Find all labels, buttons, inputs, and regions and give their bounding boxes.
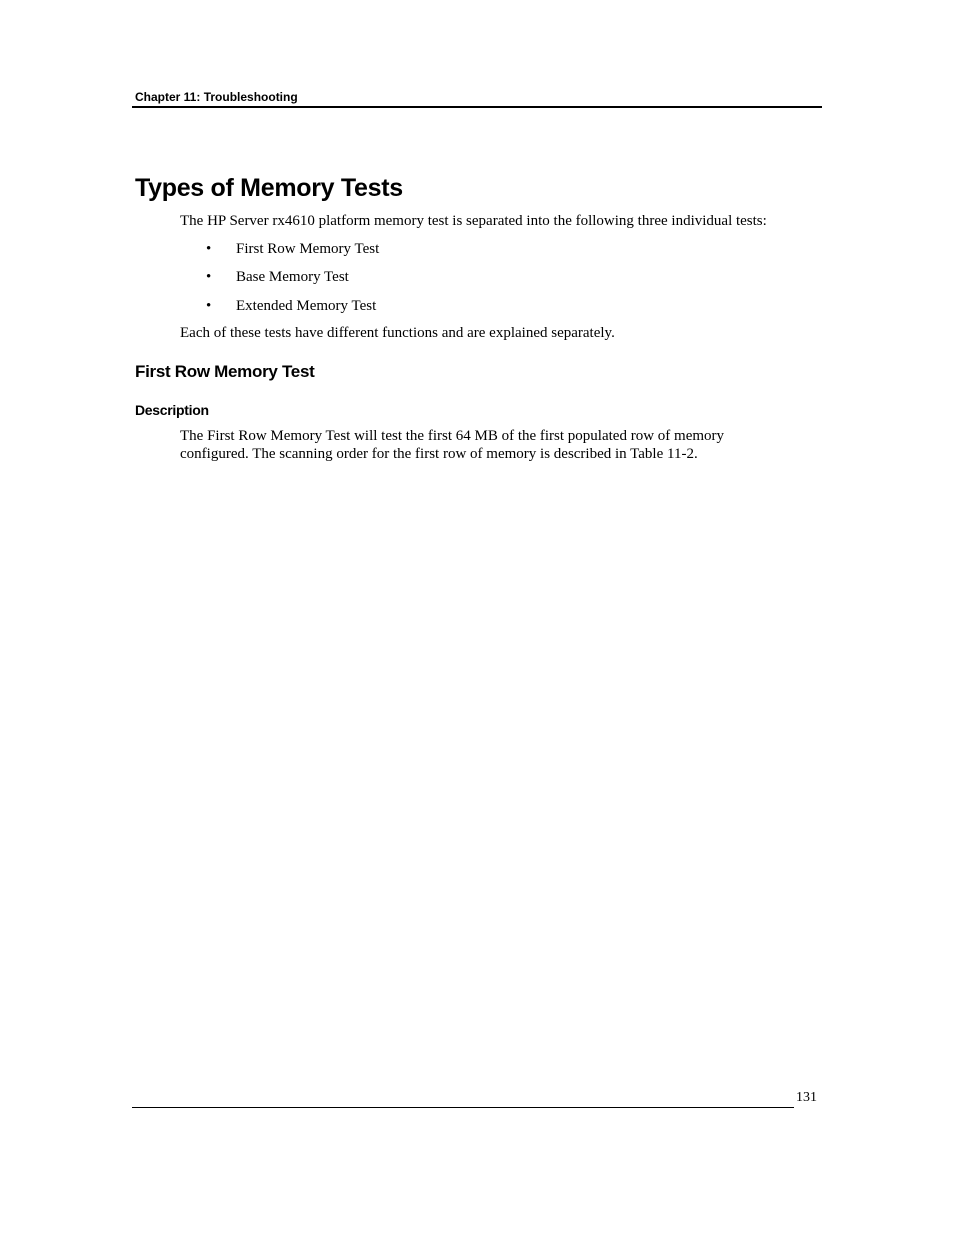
- section-title: Types of Memory Tests: [135, 174, 403, 202]
- page-number: 131: [796, 1090, 817, 1105]
- chapter-title: Chapter 11: Troubleshooting: [135, 90, 298, 104]
- list-item-label: Base Memory Test: [236, 269, 349, 285]
- description-line: configured. The scanning order for the first row of memory is described in Table 11-2.: [180, 446, 698, 462]
- running-header: [132, 88, 822, 108]
- list-item-label: Extended Memory Test: [236, 298, 377, 314]
- bullet-icon: •: [206, 269, 212, 285]
- list-item-label: First Row Memory Test: [236, 241, 380, 257]
- description-line: The First Row Memory Test will test the first 64 MB of the first populated row of memory: [180, 428, 725, 444]
- outro-paragraph: Each of these tests have different functions and are explained separately.: [180, 325, 615, 341]
- footer-divider: [132, 1107, 794, 1108]
- bullet-icon: •: [206, 298, 212, 314]
- description-heading: Description: [135, 402, 209, 418]
- intro-paragraph: The HP Server rx4610 platform memory test is separated into the following three individual tests:: [180, 213, 767, 229]
- subsection-title: First Row Memory Test: [135, 362, 315, 381]
- bullet-icon: •: [206, 241, 212, 257]
